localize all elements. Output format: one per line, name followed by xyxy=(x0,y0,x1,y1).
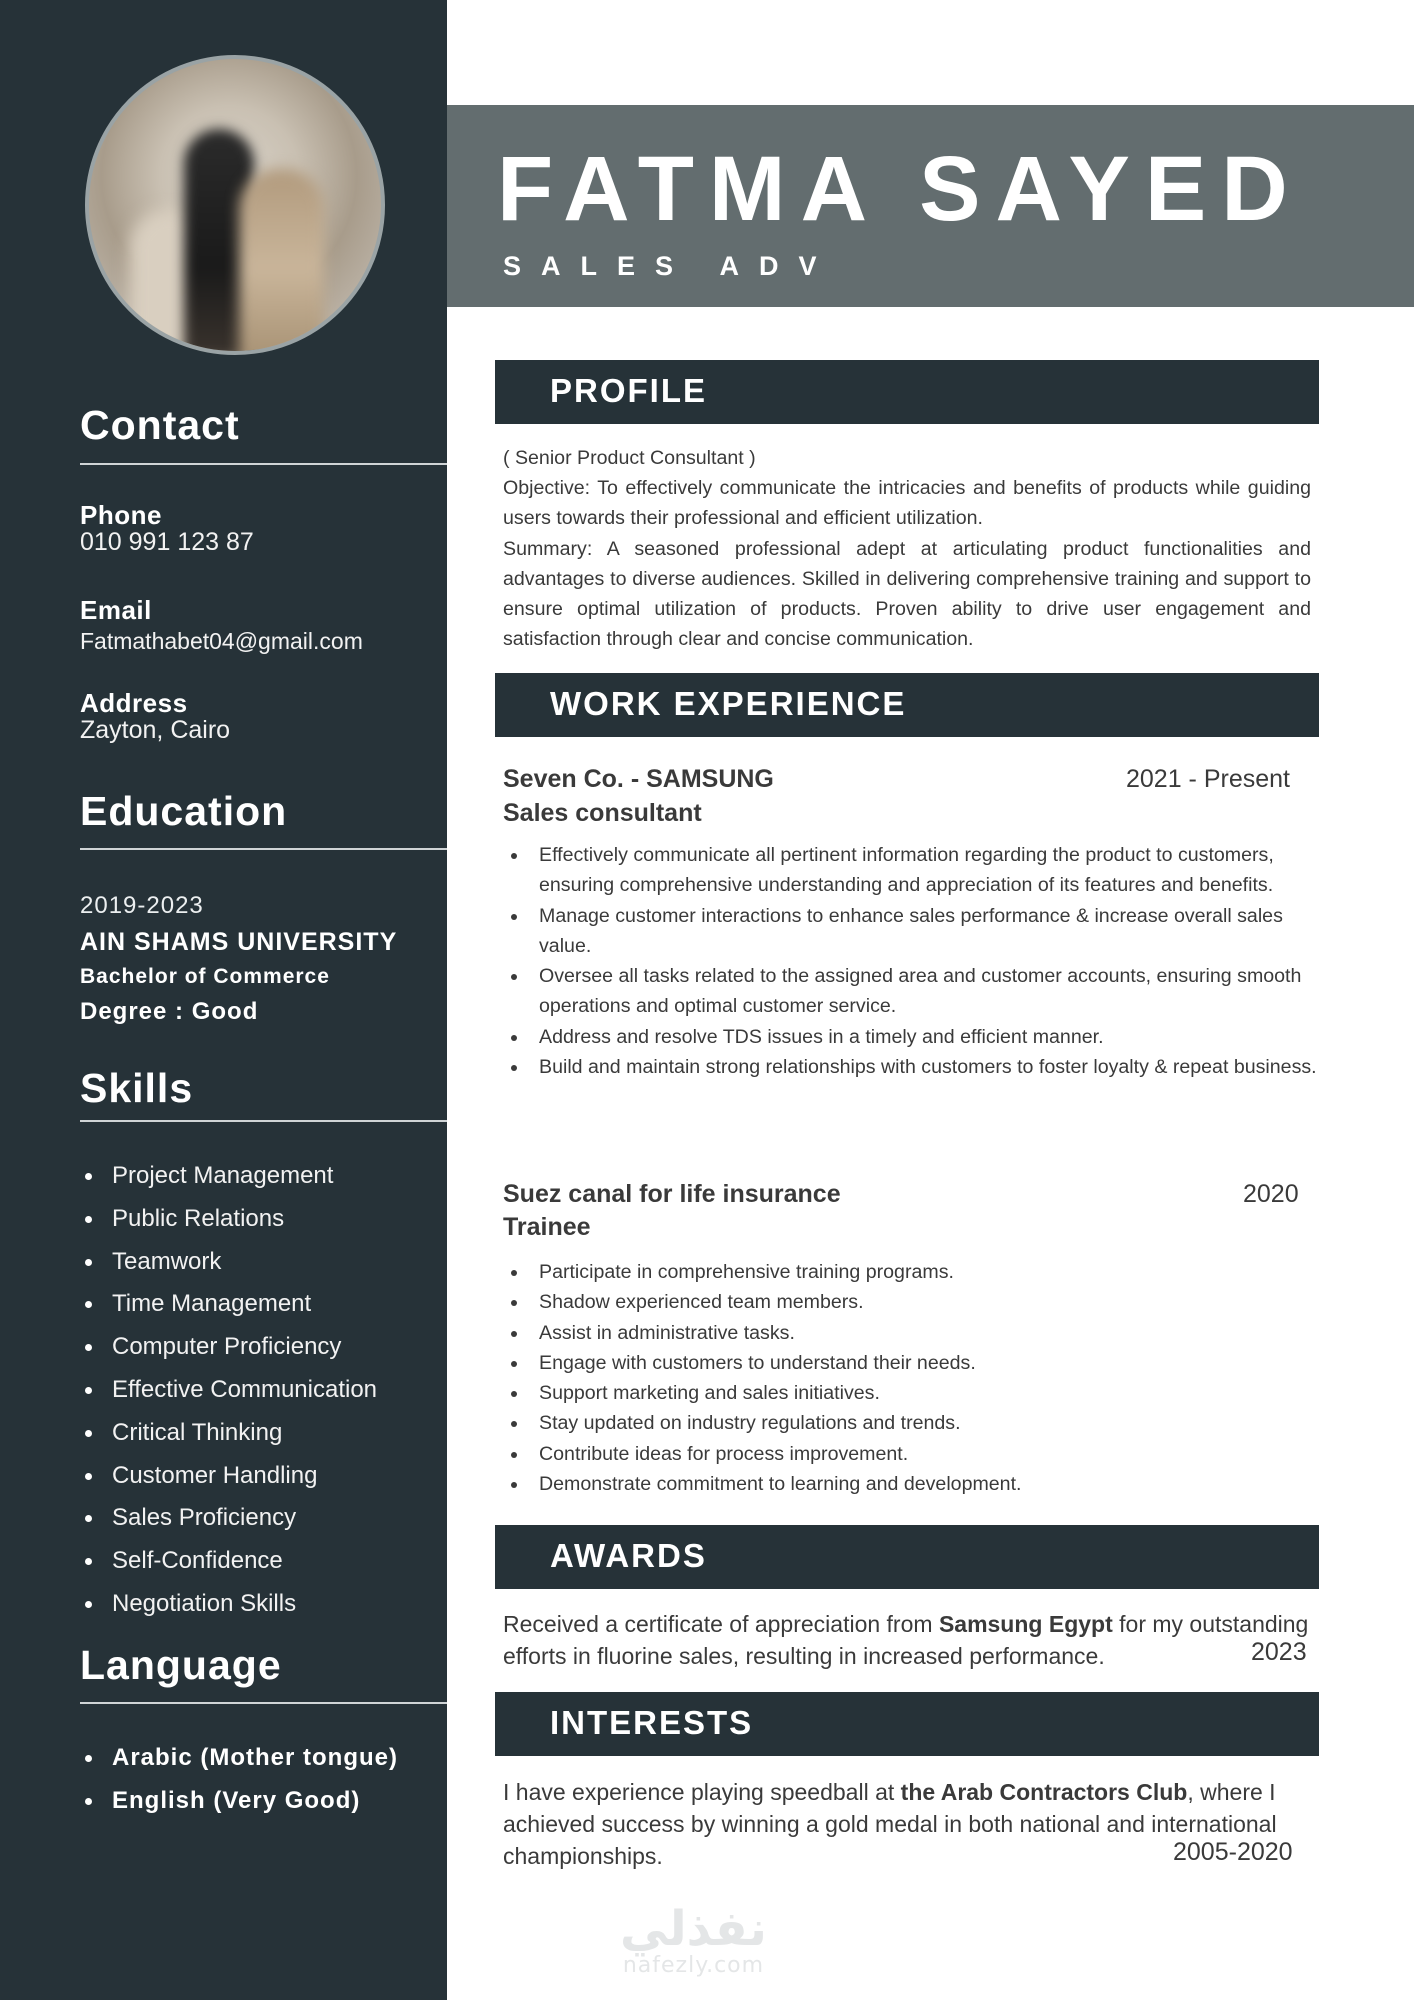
email-value: Fatmathabet04@gmail.com xyxy=(80,628,363,654)
profile-objective: Objective: To effectively communicate the intricacies and benefits of products while guiding users towards their professional and efficient utilization. xyxy=(503,477,1311,530)
skill-item: Customer Handling xyxy=(80,1458,377,1501)
watermark-arabic: نفذلي xyxy=(620,1901,767,1957)
job-date: 2020 xyxy=(1243,1180,1299,1208)
skill-item: Effective Communication xyxy=(80,1372,377,1415)
skill-item: Self-Confidence xyxy=(80,1543,377,1586)
language-item: Arabic (Mother tongue) xyxy=(80,1740,398,1783)
job-bullets xyxy=(503,1257,1323,1499)
skill-item: Teamwork xyxy=(80,1244,377,1287)
awards-section-bar xyxy=(495,1525,1319,1589)
language-list xyxy=(80,1740,398,1826)
job-bullet: Assist in administrative tasks. xyxy=(503,1318,1323,1348)
job-bullet: Demonstrate commitment to learning and development. xyxy=(503,1469,1323,1499)
job-bullet: Shadow experienced team members. xyxy=(503,1287,1323,1317)
education-heading: Education xyxy=(80,788,288,834)
education-university: AIN SHAMS UNIVERSITY xyxy=(80,928,398,956)
job-bullet: Support marketing and sales initiatives. xyxy=(503,1378,1323,1408)
interests-section-bar xyxy=(495,1692,1319,1756)
profile-heading: PROFILE xyxy=(550,372,708,409)
skills-list xyxy=(80,1158,377,1629)
address-label: Address xyxy=(80,688,188,718)
job-company: Suez canal for life insurance xyxy=(503,1180,841,1208)
contact-divider xyxy=(80,463,447,465)
contact-heading: Contact xyxy=(80,402,240,448)
job-bullet: Effectively communicate all pertinent information regarding the product to customers, ensuring comprehensive understanding and appreciation of its features and benefits. xyxy=(503,840,1323,901)
skills-heading: Skills xyxy=(80,1065,194,1111)
awards-year: 2023 xyxy=(1251,1638,1307,1666)
education-years: 2019-2023 xyxy=(80,892,204,919)
job-date: 2021 - Present xyxy=(1126,765,1290,793)
awards-heading: AWARDS xyxy=(550,1537,707,1574)
awards-organization: Samsung Egypt xyxy=(938,1611,1113,1637)
language-item: English (Very Good) xyxy=(80,1783,398,1826)
address-value: Zayton, Cairo xyxy=(80,716,231,744)
skills-divider xyxy=(80,1120,447,1122)
awards-text-part: for my outstanding efforts in fluorine sales, resulting in increased performance. xyxy=(503,1611,1309,1669)
education-degree: Bachelor of Commerce xyxy=(80,965,330,988)
job-company: Seven Co. - SAMSUNG xyxy=(503,765,774,793)
interests-heading: INTERESTS xyxy=(550,1704,754,1741)
site-watermark xyxy=(620,1901,767,1978)
job-bullet: Address and resolve TDS issues in a timely and efficient manner. xyxy=(503,1022,1323,1052)
profile-role: ( Senior Product Consultant ) xyxy=(503,447,756,469)
job-role: Sales consultant xyxy=(503,799,702,827)
language-heading: Language xyxy=(80,1642,282,1688)
skill-item: Public Relations xyxy=(80,1201,377,1244)
skill-item: Computer Proficiency xyxy=(80,1329,377,1372)
job-title: SALES ADV xyxy=(503,251,837,281)
job-bullet: Manage customer interactions to enhance sales performance & increase overall sales value. xyxy=(503,901,1323,962)
education-divider xyxy=(80,848,447,850)
job-role: Trainee xyxy=(503,1213,591,1241)
skill-item: Project Management xyxy=(80,1158,377,1201)
job-bullet: Oversee all tasks related to the assigned area and customer accounts, ensuring smooth operations and optimal customer service. xyxy=(503,961,1323,1022)
skill-item: Negotiation Skills xyxy=(80,1586,377,1629)
interests-club: the Arab Contractors Club xyxy=(900,1779,1188,1805)
education-grade: Degree : Good xyxy=(80,998,259,1025)
profile-summary: Summary: A seasoned professional adept at articulating product functionalities and advantages to diverse audiences. Skilled in delivering comprehensive training and support to ensure optimal utilization of products. Proven ability to drive user engagement and satisfaction through clear and concise communication. xyxy=(503,537,1311,651)
awards-text-part: Received a certificate of appreciation from xyxy=(503,1611,939,1637)
interests-text-part: , where I achieved success by winning a gold medal in both national and international championships. xyxy=(503,1779,1277,1869)
job-bullet: Build and maintain strong relationships with customers to foster loyalty & repeat business. xyxy=(503,1052,1323,1082)
job-bullets xyxy=(503,840,1323,1082)
watermark-latin: nafezly.com xyxy=(622,1953,765,1978)
language-divider xyxy=(80,1702,447,1704)
awards-text xyxy=(503,1608,1323,1672)
work-heading: WORK EXPERIENCE xyxy=(550,685,907,722)
work-section-bar xyxy=(495,673,1319,737)
phone-label: Phone xyxy=(80,500,162,530)
profile-text xyxy=(503,443,1311,654)
job-bullet: Stay updated on industry regulations and trends. xyxy=(503,1408,1323,1438)
job-bullet: Participate in comprehensive training programs. xyxy=(503,1257,1323,1287)
full-name: FATMA SAYED xyxy=(497,138,1303,240)
job-bullet: Engage with customers to understand their needs. xyxy=(503,1348,1323,1378)
email-label: Email xyxy=(80,595,152,625)
interests-years: 2005-2020 xyxy=(1173,1838,1293,1866)
name-header xyxy=(447,105,1414,307)
skill-item: Critical Thinking xyxy=(80,1415,377,1458)
interests-text-part: I have experience playing speedball at xyxy=(503,1779,901,1805)
skill-item: Sales Proficiency xyxy=(80,1500,377,1543)
profile-photo xyxy=(85,55,385,355)
phone-value: 010 991 123 87 xyxy=(80,528,254,556)
sidebar xyxy=(0,0,447,2000)
profile-section-bar xyxy=(495,360,1319,424)
skill-item: Time Management xyxy=(80,1286,377,1329)
job-bullet: Contribute ideas for process improvement. xyxy=(503,1439,1323,1469)
